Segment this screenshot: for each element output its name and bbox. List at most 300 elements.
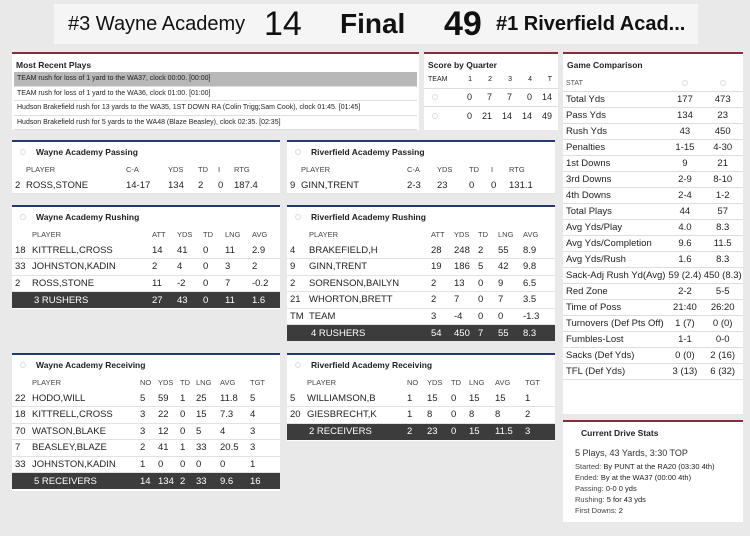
table-row — [12, 440, 280, 457]
stat-cell: 4 — [177, 261, 183, 273]
game-comparison-panel — [563, 52, 743, 414]
stat-cell: 0 — [478, 310, 484, 322]
stat-cell: 0 — [451, 409, 457, 421]
home-stat-value: 8.3 — [702, 252, 743, 268]
stat-cell: 3 — [525, 423, 555, 440]
ra-receiving-panel — [287, 353, 555, 441]
player-name[interactable]: ROSS,STONE — [26, 179, 89, 191]
quarter-header-total: T — [547, 76, 552, 84]
stat-label: Time of Poss — [563, 300, 667, 316]
player-name[interactable]: KITTRELL,CROSS — [32, 244, 113, 256]
table-row — [12, 423, 280, 440]
stat-cell: 2 — [198, 179, 204, 191]
stat-cell: 14 — [140, 473, 158, 490]
stat-cell: 54 — [431, 325, 454, 342]
play-item[interactable]: Hudson Brakefield rush for 13 yards to the WA35, 1ST DOWN RA (Colin Trigg;Sam Cook), clock 01:45. [01:45] — [14, 101, 417, 116]
stat-cell: 0 — [180, 458, 186, 470]
quarter-score: 0 — [452, 88, 472, 107]
stat-cell: 3 — [140, 425, 146, 437]
quarter-header: 1 — [468, 76, 472, 84]
current-drive-title: Current Drive Stats — [581, 428, 659, 438]
player-name[interactable]: ROSS,STONE — [32, 277, 95, 289]
stat-cell: 0 — [180, 425, 186, 437]
stat-cell: 0 — [451, 423, 469, 440]
table-row — [12, 177, 280, 194]
stat-cell: 19 — [431, 261, 442, 273]
drive-details — [563, 461, 743, 516]
ra-receiving-title — [287, 355, 555, 375]
stat-cell: 22 — [158, 409, 169, 421]
stat-cell: 2 — [252, 261, 258, 273]
wa-passing-title — [12, 142, 280, 162]
totals-row — [12, 473, 280, 490]
stat-cell: 0 — [203, 244, 209, 256]
table-row — [287, 390, 555, 407]
stat-cell: 14 — [152, 244, 163, 256]
stat-cell: 2 — [431, 294, 437, 306]
drive-started: Started: By PUNT at the RA20 (03:30 4th) — [575, 462, 715, 471]
home-stat-value: 450 — [702, 124, 743, 140]
stat-cell: 13 — [454, 277, 465, 289]
away-stat-value: 43 — [667, 124, 702, 140]
stat-cell: 134 — [158, 473, 180, 490]
col-header: RTG — [509, 165, 525, 174]
home-stat-value: 21 — [702, 156, 743, 172]
jersey-number: 21 — [290, 294, 301, 306]
away-stat-value: 177 — [667, 92, 702, 108]
stat-cell: 0 — [451, 392, 457, 404]
col-header: TD — [478, 230, 488, 239]
stat-label: 1st Downs — [563, 156, 667, 172]
stat-cell: 15 — [469, 392, 480, 404]
player-name[interactable]: GIESBRECHT,K — [307, 409, 377, 421]
jersey-number: 2 — [15, 179, 21, 191]
team-logo-placeholder — [20, 149, 26, 155]
current-drive-panel — [563, 420, 743, 522]
stat-label: Sack-Adj Rush Yd(Avg) — [563, 268, 667, 284]
stat-cell: 8 — [427, 409, 433, 421]
jersey-number: 7 — [15, 442, 21, 454]
stat-cell: 186 — [454, 261, 470, 273]
stat-cell: 0 — [218, 179, 224, 191]
stat-cell: 3 — [225, 261, 231, 273]
stat-label: Red Zone — [563, 284, 667, 300]
stat-cell: 25 — [196, 392, 207, 404]
stat-cell: 1 — [525, 392, 531, 404]
home-stat-value: 0 (0) — [702, 316, 743, 332]
ra-receiving-title-text: Riverfield Academy Receiving — [311, 360, 433, 370]
stat-cell: 7.3 — [220, 409, 234, 421]
col-header: TD — [180, 378, 190, 387]
team-logo-placeholder — [20, 214, 26, 220]
stat-cell: 2 — [431, 277, 437, 289]
table-row — [12, 242, 280, 259]
table-row — [287, 242, 555, 259]
stat-cell: 16 — [250, 473, 280, 490]
stat-cell: 42 — [498, 261, 509, 273]
quarter-header: 3 — [508, 76, 512, 84]
jersey-number: 2 — [290, 277, 296, 289]
score-by-quarter-title: Score by Quarter — [428, 60, 497, 70]
table-row — [287, 407, 555, 424]
col-header: ATT — [152, 230, 166, 239]
stat-cell: 12 — [158, 425, 169, 437]
stat-cell: -4 — [454, 310, 463, 322]
wa-receiving-panel — [12, 353, 280, 491]
home-stat-value: 450 (8.3) — [702, 268, 743, 284]
away-stat-value: 4.0 — [667, 220, 702, 236]
col-header: PLAYER — [309, 230, 339, 239]
away-stat-value: 1-15 — [667, 140, 702, 156]
table-row — [287, 177, 555, 194]
comparison-row — [563, 252, 743, 268]
stat-cell: 2 — [140, 442, 146, 454]
stat-cell: 7 — [478, 325, 498, 342]
col-header: LNG — [469, 378, 485, 387]
col-header: NO — [140, 378, 152, 387]
comparison-row — [563, 364, 743, 380]
totals-row — [287, 325, 555, 342]
away-stat-value: 1-1 — [667, 332, 702, 348]
away-stat-value: 2-2 — [667, 284, 702, 300]
stat-cell: 7 — [498, 294, 504, 306]
col-header: PLAYER — [307, 378, 337, 387]
stat-cell: 1.6 — [252, 292, 280, 309]
drive-passing: Passing: 0-0 0 yds — [575, 484, 637, 493]
stat-cell: 1 — [140, 458, 146, 470]
col-header: YDS — [158, 378, 174, 387]
stat-cell: 0 — [469, 179, 475, 191]
col-header: AVG — [495, 378, 511, 387]
player-name[interactable]: BEASLEY,BLAZE — [32, 442, 107, 454]
away-stat-value: 134 — [667, 108, 702, 124]
home-stat-value: 8.3 — [702, 220, 743, 236]
col-header: AVG — [220, 378, 236, 387]
away-stat-value: 3 (13) — [667, 364, 702, 380]
col-header: TGT — [250, 378, 265, 387]
ra-rushing-panel — [287, 205, 555, 341]
col-header: LNG — [225, 230, 241, 239]
stat-cell: 7 — [454, 294, 460, 306]
away-stat-value: 9 — [667, 156, 702, 172]
ra-rushing-table — [287, 227, 555, 341]
wa-passing-panel — [12, 140, 280, 194]
stat-cell: 2 — [525, 409, 531, 421]
col-header: LNG — [498, 230, 514, 239]
stat-cell: 59 — [158, 392, 169, 404]
stat-cell: 20.5 — [220, 442, 239, 454]
stat-cell: 23 — [437, 179, 448, 191]
game-comparison-title: Game Comparison — [567, 60, 643, 70]
comparison-row — [563, 124, 743, 140]
stat-cell: 23 — [427, 423, 451, 440]
quarter-score: 7 — [472, 88, 492, 107]
home-stat-value: 0-0 — [702, 332, 743, 348]
stat-cell: 0 — [478, 277, 484, 289]
away-stat-value: 44 — [667, 204, 702, 220]
table-row — [287, 259, 555, 276]
stat-cell: 2-3 — [407, 179, 421, 191]
stat-cell: 2 — [407, 423, 427, 440]
stat-label: Avg Yds/Rush — [563, 252, 667, 268]
stat-cell: 8 — [495, 409, 501, 421]
table-row — [287, 308, 555, 325]
col-header: YDS — [177, 230, 193, 239]
stat-cell: -0.2 — [252, 277, 269, 289]
stat-cell: 33 — [196, 473, 220, 490]
stat-label: Fumbles-Lost — [563, 332, 667, 348]
jersey-number: 2 — [15, 277, 21, 289]
stat-cell: 3 — [250, 442, 256, 454]
team-logo-placeholder — [295, 362, 301, 368]
stat-cell: 0 — [498, 310, 504, 322]
team-logo-placeholder — [702, 76, 743, 92]
quarter-total: 14 — [532, 88, 558, 107]
stat-header: STAT — [563, 76, 667, 92]
team-logo-placeholder — [667, 76, 702, 92]
stat-cell: 0 — [203, 261, 209, 273]
comparison-row — [563, 268, 743, 284]
wa-rushing-title-text: Wayne Academy Rushing — [36, 212, 140, 222]
away-stat-value: 9.6 — [667, 236, 702, 252]
stat-cell: 8 — [469, 409, 475, 421]
jersey-number: 5 — [290, 392, 296, 404]
away-stat-value: 59 (2.4) — [667, 268, 702, 284]
jersey-number: 18 — [15, 409, 26, 421]
table-row — [12, 275, 280, 292]
col-header: I — [491, 165, 494, 174]
team-logo-placeholder — [295, 149, 301, 155]
play-item[interactable]: TEAM rush for loss of 1 yard to the WA37, clock 00:00. [00:00] — [14, 72, 417, 87]
ra-rushing-title-text: Riverfield Academy Rushing — [311, 212, 426, 222]
game-status: Final — [340, 8, 406, 39]
col-header: YDS — [168, 165, 184, 174]
totals-label: 5 RECEIVERS — [12, 473, 140, 490]
ra-passing-title-text: Riverfield Academy Passing — [311, 147, 425, 157]
comparison-row — [563, 188, 743, 204]
comparison-row — [563, 332, 743, 348]
wa-rushing-title — [12, 207, 280, 227]
home-score: 49 — [444, 5, 482, 43]
col-header: YDS — [437, 165, 453, 174]
table-row — [12, 390, 280, 407]
table-row — [12, 259, 280, 276]
col-header: YDS — [454, 230, 470, 239]
jersey-number: 33 — [15, 261, 26, 273]
player-name[interactable]: JOHNSTON,KADIN — [32, 261, 116, 273]
stat-label: Sacks (Def Yds) — [563, 348, 667, 364]
stat-cell: 9 — [498, 277, 504, 289]
recent-plays-panel — [12, 52, 419, 130]
scoreboard-header — [54, 4, 698, 44]
stat-label: TFL (Def Yds) — [563, 364, 667, 380]
stat-cell: 187.4 — [234, 179, 258, 191]
table-row — [287, 275, 555, 292]
quarter-header-team: TEAM — [428, 76, 448, 84]
comparison-row — [563, 92, 743, 108]
stat-cell: 1 — [180, 392, 186, 404]
col-header: LNG — [196, 378, 212, 387]
quarter-header: 4 — [528, 76, 532, 84]
stat-cell: 11 — [152, 277, 162, 289]
comparison-row — [563, 108, 743, 124]
comparison-row — [563, 156, 743, 172]
team-logo-placeholder — [295, 214, 301, 220]
col-header: I — [218, 165, 221, 174]
player-name[interactable]: WATSON,BLAKE — [32, 425, 106, 437]
player-name[interactable]: GINN,TRENT — [301, 179, 360, 191]
comparison-row — [563, 172, 743, 188]
col-header: PLAYER — [301, 165, 331, 174]
home-stat-value: 4-30 — [702, 140, 743, 156]
jersey-number: TM — [290, 310, 304, 322]
home-stat-value: 5-5 — [702, 284, 743, 300]
recent-plays-title: Most Recent Plays — [16, 60, 92, 70]
col-header: NO — [407, 378, 419, 387]
wa-receiving-table — [12, 375, 280, 489]
stat-cell: 3 — [431, 310, 437, 322]
stat-cell: -2 — [177, 277, 186, 289]
col-header: ATT — [431, 230, 445, 239]
stat-cell: 134 — [168, 179, 184, 191]
jersey-number: 9 — [290, 261, 296, 273]
drive-rushing: Rushing: 5 for 43 yds — [575, 495, 646, 504]
player-name[interactable]: TEAM — [309, 310, 336, 322]
jersey-number: 22 — [15, 392, 26, 404]
stat-cell: 1 — [180, 442, 186, 454]
stat-cell: 14-17 — [126, 179, 151, 191]
stat-label: 4th Downs — [563, 188, 667, 204]
player-name[interactable]: SORENSON,BAILYN — [309, 277, 400, 289]
quarter-total: 49 — [532, 107, 558, 126]
stat-cell: 41 — [177, 244, 188, 256]
stat-cell: 0 — [196, 458, 202, 470]
quarter-row-home — [424, 107, 558, 126]
stat-cell: 5 — [478, 261, 484, 273]
home-stat-value: 8-10 — [702, 172, 743, 188]
home-stat-value: 26:20 — [702, 300, 743, 316]
team-logo-placeholder — [20, 362, 26, 368]
comparison-row — [563, 316, 743, 332]
stat-cell: 2 — [180, 473, 196, 490]
stat-cell: 28 — [431, 244, 442, 256]
stat-cell: 11.8 — [220, 392, 238, 404]
stat-cell: 11.5 — [495, 423, 525, 440]
stat-cell: 0 — [478, 294, 484, 306]
player-name[interactable]: GINN,TRENT — [309, 261, 368, 273]
game-comparison-table — [563, 76, 743, 380]
col-header: TD — [203, 230, 213, 239]
quarter-score: 0 — [512, 88, 532, 107]
stat-cell: 15 — [196, 409, 207, 421]
comparison-row — [563, 300, 743, 316]
quarter-table — [424, 72, 558, 125]
jersey-number: 70 — [15, 425, 26, 437]
totals-label: 2 RECEIVERS — [287, 423, 407, 440]
totals-label: 3 RUSHERS — [12, 292, 152, 309]
ra-passing-panel — [287, 140, 555, 194]
away-stat-value: 21:40 — [667, 300, 702, 316]
table-row — [287, 292, 555, 309]
stat-cell: 4 — [250, 409, 256, 421]
quarter-score: 7 — [492, 88, 512, 107]
stat-cell: 15 — [469, 423, 495, 440]
stat-cell: 27 — [152, 292, 177, 309]
away-stat-value: 0 (0) — [667, 348, 702, 364]
stat-cell: 3.5 — [523, 294, 537, 306]
stat-cell: 55 — [498, 325, 523, 342]
table-row — [12, 407, 280, 424]
stat-label: Avg Yds/Play — [563, 220, 667, 236]
player-name[interactable]: WHORTON,BRETT — [309, 294, 393, 306]
stat-cell: 5 — [250, 392, 256, 404]
stat-cell: 0 — [158, 458, 164, 470]
col-header: AVG — [252, 230, 268, 239]
col-header: PLAYER — [32, 230, 62, 239]
stat-cell: 3 — [250, 425, 256, 437]
stat-cell: 0 — [220, 458, 226, 470]
quarter-score: 14 — [492, 107, 512, 126]
ra-receiving-table — [287, 375, 555, 440]
stat-cell: 248 — [454, 244, 470, 256]
team-logo-placeholder — [424, 88, 452, 107]
play-item[interactable]: Hudson Brakefield rush for 5 yards to the WA48 (Blaze Beasley), clock 02:35. [02:35] — [14, 116, 417, 131]
ra-passing-title — [287, 142, 555, 162]
stat-cell: 1 — [407, 409, 413, 421]
player-name[interactable]: HODO,WILL — [32, 392, 86, 404]
jersey-number: 33 — [15, 458, 26, 470]
wa-passing-title-text: Wayne Academy Passing — [36, 147, 138, 157]
stat-cell: 2.9 — [252, 244, 266, 256]
wa-receiving-title — [12, 355, 280, 375]
stat-cell: 0 — [203, 292, 225, 309]
totals-row — [287, 423, 555, 440]
recent-plays-list — [12, 72, 419, 130]
away-stat-value: 1.6 — [667, 252, 702, 268]
player-name[interactable]: BRAKEFIELD,H — [309, 244, 378, 256]
wa-receiving-title-text: Wayne Academy Receiving — [36, 360, 146, 370]
stat-cell: 5 — [140, 392, 146, 404]
score-by-quarter-panel — [424, 52, 558, 130]
col-header: TD — [451, 378, 461, 387]
stat-cell: 2 — [152, 261, 158, 273]
home-stat-value: 6 (32) — [702, 364, 743, 380]
stat-cell: 1 — [407, 392, 413, 404]
col-header: PLAYER — [32, 378, 62, 387]
drive-summary: 5 Plays, 43 Yards, 3:30 TOP — [575, 448, 688, 458]
player-name[interactable]: WILLIAMSON,B — [307, 392, 376, 404]
stat-label: Total Yds — [563, 92, 667, 108]
drive-ended: Ended: By at the WA37 (00:00 4th) — [575, 473, 692, 482]
stat-label: Avg Yds/Completion — [563, 236, 667, 252]
home-stat-value: 2 (16) — [702, 348, 743, 364]
comparison-row — [563, 204, 743, 220]
player-name[interactable]: JOHNSTON,KADIN — [32, 458, 116, 470]
comparison-row — [563, 236, 743, 252]
stat-label: Rush Yds — [563, 124, 667, 140]
stat-cell: 5 — [196, 425, 202, 437]
stat-cell: 3 — [140, 409, 146, 421]
play-item[interactable]: TEAM rush for loss of 1 yard to the WA36, clock 01:00. [01:00] — [14, 87, 417, 102]
stat-cell: 43 — [177, 292, 203, 309]
away-team-name: #3 Wayne Academy — [68, 13, 246, 35]
stat-label: Turnovers (Def Pts Off) — [563, 316, 667, 332]
comparison-row — [563, 140, 743, 156]
stat-label: Pass Yds — [563, 108, 667, 124]
player-name[interactable]: KITTRELL,CROSS — [32, 409, 113, 421]
stat-cell: 33 — [196, 442, 207, 454]
stat-cell: 4 — [220, 425, 226, 437]
